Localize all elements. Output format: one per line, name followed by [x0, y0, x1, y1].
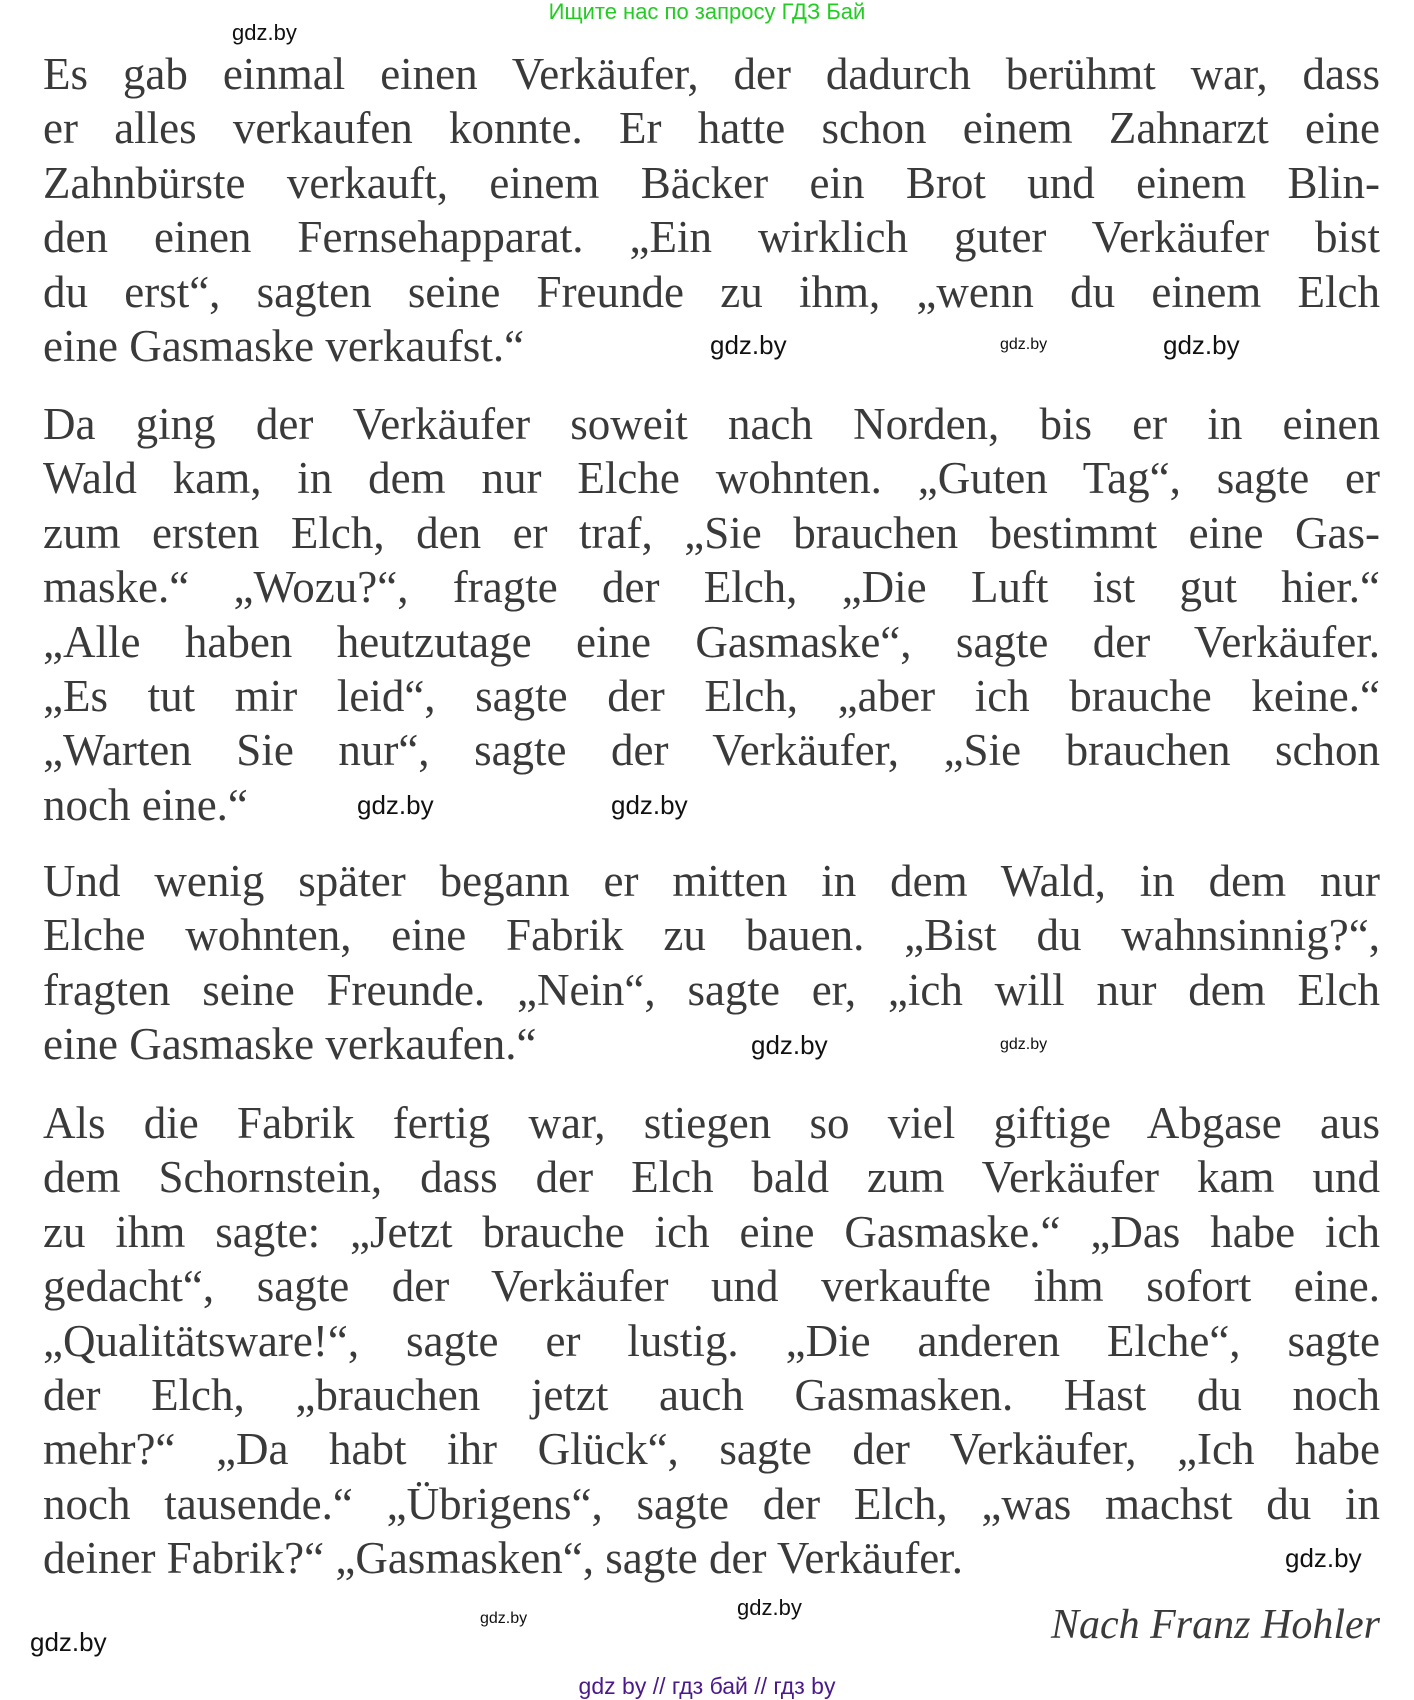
text-line: „Es tut mir leid“, sagte der Elch, „aber ich brauche keine.“ [43, 671, 1380, 721]
text-line: den einen Fernsehapparat. „Ein wirklich guter Verkäufer bist [43, 212, 1380, 263]
watermark: gdz.by [611, 790, 688, 820]
text-line: „Qualitätsware!“, sagte er lustig. „Die anderen Elche“, sagte [43, 1315, 1380, 1366]
text-line: mehr?“ „Da habt ihr Glück“, sagte der Verkäufer, „Ich habe [43, 1424, 1380, 1475]
text-line: Es gab einmal einen Verkäufer, der dadurch berühmt war, dass [43, 49, 1380, 99]
text-line: fragten seine Freunde. „Nein“, sagte er, „ich will nur dem Elch [43, 964, 1380, 1015]
text-line: „Alle haben heutzutage eine Gasmaske“, sagte der Verkäufer. [43, 616, 1380, 667]
text-line: Und wenig später begann er mitten in dem Wald, in dem nur [43, 856, 1380, 906]
watermark: gdz.by [480, 1610, 528, 1627]
text-line: „Warten Sie nur“, sagte der Verkäufer, „Sie brauchen schon [43, 725, 1380, 776]
text-line: deiner Fabrik?“ „Gasmasken“, sagte der Verkäufer. [43, 1533, 964, 1584]
text-line: er alles verkaufen konnte. Er hatte schon einem Zahnarzt eine [43, 103, 1380, 154]
text-line: eine Gasmaske verkaufen.“ [43, 1019, 537, 1070]
watermark: gdz.by [232, 20, 297, 45]
watermark: gdz.by [357, 790, 434, 820]
footer-links: gdz by // гдз бай // гдз by [578, 1673, 836, 1699]
watermark: gdz.by [737, 1595, 802, 1620]
watermark: gdz.by [710, 330, 787, 360]
text-line: maske.“ „Wozu?“, fragte der Elch, „Die Luft ist gut hier.“ [43, 562, 1380, 613]
text-line: du erst“, sagten seine Freunde zu ihm, „wenn du einem Elch [43, 266, 1380, 317]
watermark: gdz.by [751, 1030, 828, 1060]
text-line: Da ging der Verkäufer soweit nach Norden, bis er in einen [43, 399, 1380, 449]
text-line: dem Schornstein, dass der Elch bald zum Verkäufer kam und [43, 1152, 1380, 1203]
text-line: noch tausende.“ „Übrigens“, sagte der Elch, „was machst du in [43, 1478, 1380, 1529]
author-credit: Nach Franz Hohler [1051, 1602, 1380, 1648]
text-line: Als die Fabrik fertig war, stiegen so viel giftige Abgase aus [43, 1098, 1380, 1148]
text-line: Zahnbürste verkauft, einem Bäcker ein Brot und einem Blin- [43, 157, 1380, 208]
watermark: gdz.by [1000, 1036, 1048, 1053]
text-line: noch eine.“ [43, 779, 248, 830]
watermark: gdz.by [1000, 336, 1048, 353]
text-line: gedacht“, sagte der Verkäufer und verkaufte ihm sofort eine. [43, 1261, 1380, 1312]
header-banner: Ищите нас по запросу ГДЗ Бай [548, 0, 866, 24]
text-line: Wald kam, in dem nur Elche wohnten. „Guten Tag“, sagte er [43, 453, 1380, 504]
text-line: zu ihm sagte: „Jetzt brauche ich eine Gasmaske.“ „Das habe ich [43, 1206, 1380, 1257]
text-line: eine Gasmaske verkaufst.“ [43, 321, 525, 371]
text-line: zum ersten Elch, den er traf, „Sie brauchen bestimmt eine Gas- [43, 507, 1380, 558]
watermark: gdz.by [1163, 330, 1240, 360]
text-line: Elche wohnten, eine Fabrik zu bauen. „Bist du wahnsinnig?“, [43, 910, 1380, 961]
text-line: der Elch, „brauchen jetzt auch Gasmasken. Hast du noch [43, 1370, 1380, 1420]
watermark: gdz.by [30, 1627, 107, 1657]
watermark: gdz.by [1285, 1543, 1362, 1573]
